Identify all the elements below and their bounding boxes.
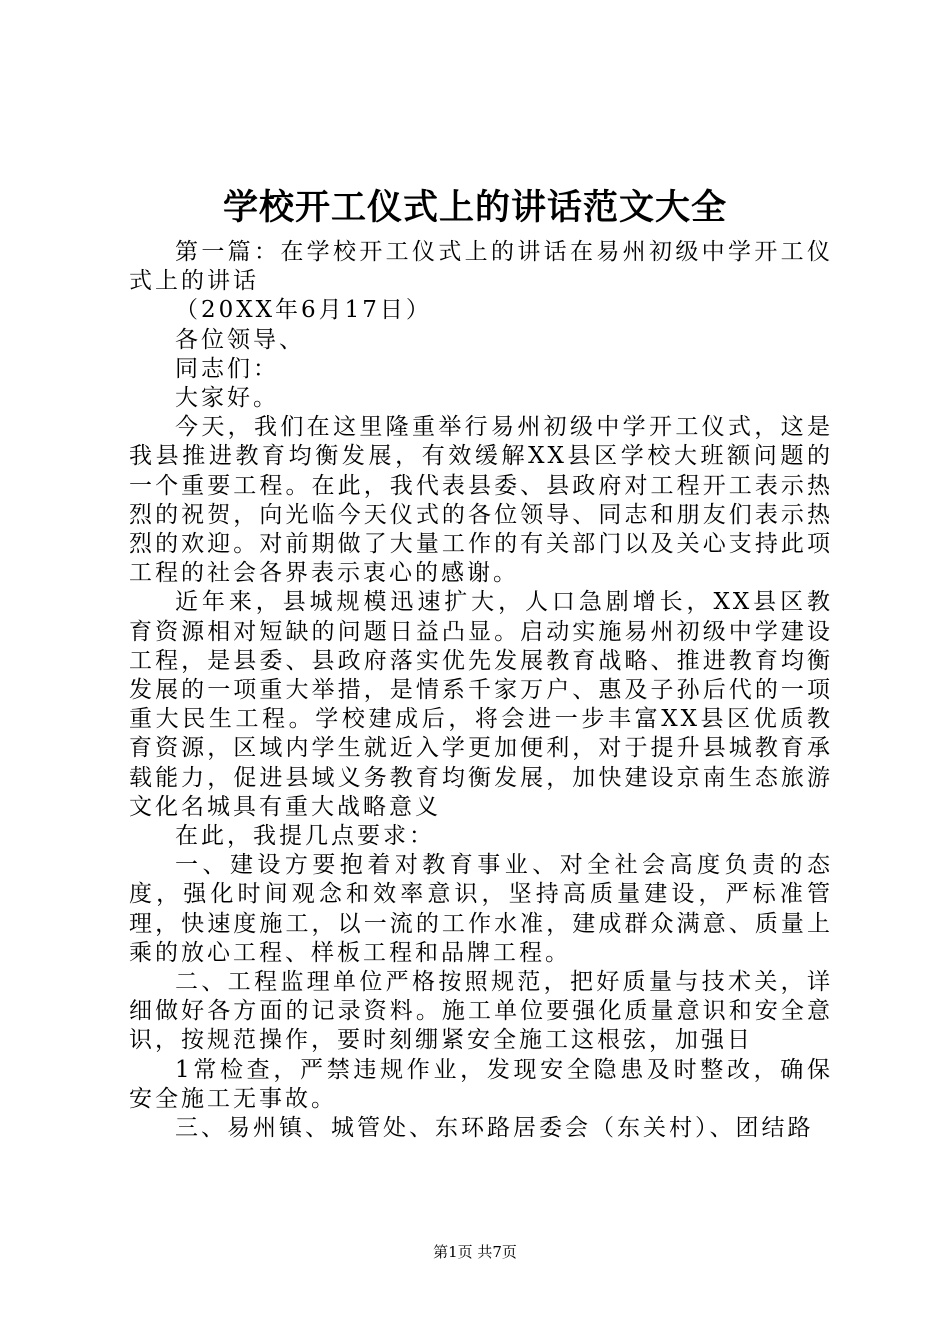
paragraph-body: 二、工程监理单位严格按照规范，把好质量与技术关，详细做好各方面的记录资料。施工单位要强化质量意识和安全意识，按规范操作，要时刻绷紧安全施工这根弦，加强日 xyxy=(129,969,833,1054)
paragraph-body: 三、易州镇、城管处、东环路居委会（东关村）、团结路 xyxy=(175,1115,814,1142)
paragraph-body: 今天，我们在这里隆重举行易州初级中学开工仪式，这是我县推进教育均衡发展，有效缓解XX县区学校大班额问题的一个重要工程。在此，我代表县委、县政府对工程开工表示热烈的祝贺，向光临今天仪式的各位领导、同志和朋友们表示热烈的欢迎。对前期做了大量工作的有关部门以及关心支持此项工程的社会各界表示衷心的感谢。 xyxy=(129,414,833,587)
paragraph-date: （20XX年6月17日） xyxy=(175,297,432,324)
paragraph-body: 近年来，县城规模迅速扩大，人口急剧增长，XX县区教育资源相对短缺的问题日益凸显。启动实施易州初级中学建设工程，是县委、县政府落实优先发展教育战略、推进教育均衡发展的一项重大举措，是情系千家万户、惠及子孙后代的一项重大民生工程。学校建成后，将会进一步丰富XX县区优质教育资源，区域内学生就近入学更加便利，对于提升县城教育承载能力，促进县域义务教育均衡发展，加快建设京南生态旅游文化名城具有重大战略意义 xyxy=(129,589,833,820)
paragraph-greeting: 大家好。 xyxy=(175,385,279,412)
paragraph-body: 在此，我提几点要求： xyxy=(175,823,435,850)
document-body xyxy=(129,238,833,1143)
page-footer: 第1页 共7页 xyxy=(433,1243,517,1261)
paragraph-body: 一、建设方要抱着对教育事业、对全社会高度负责的态度，强化时间观念和效率意识，坚持高质量建设，严标准管理，快速度施工，以一流的工作水准，建成群众满意、质量上乘的放心工程、样板工程和品牌工程。 xyxy=(129,852,833,966)
paragraph-body: 1常检查，严禁违规作业，发现安全隐患及时整改，确保安全施工无事故。 xyxy=(129,1056,833,1112)
document-title: 学校开工仪式上的讲话范文大全 xyxy=(222,187,727,228)
paragraph-salutation-leaders: 各位领导、 xyxy=(175,326,305,353)
paragraph-salutation-comrades: 同志们： xyxy=(175,355,279,382)
paragraph-heading: 第一篇：在学校开工仪式上的讲话在易州初级中学开工仪式上的讲话 xyxy=(129,239,833,295)
